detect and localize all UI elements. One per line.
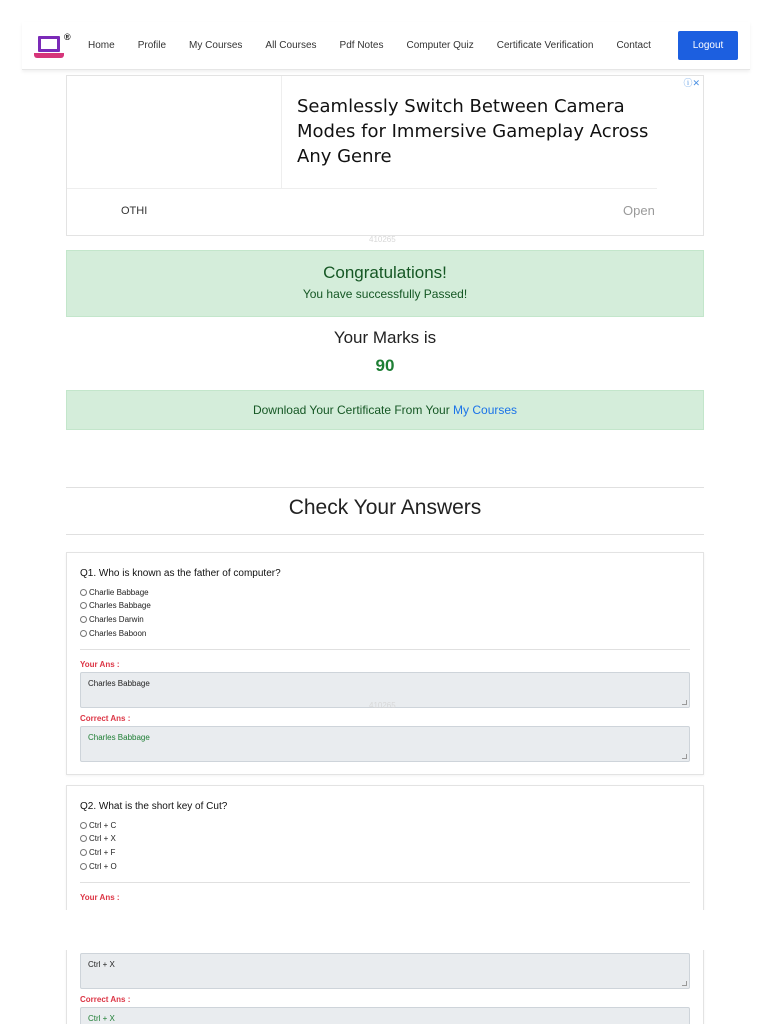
option[interactable]: Ctrl + O — [80, 860, 117, 872]
option[interactable]: Ctrl + X — [80, 832, 116, 844]
resize-handle-icon[interactable] — [682, 981, 687, 986]
your-ans-field[interactable]: Ctrl + X — [80, 953, 690, 989]
logo[interactable] — [32, 26, 76, 66]
watermark: 410265 — [369, 701, 396, 710]
divider — [66, 487, 704, 488]
option[interactable]: Ctrl + F — [80, 846, 115, 858]
my-courses-link[interactable]: My Courses — [453, 403, 518, 417]
watermark: 410265 — [369, 235, 396, 244]
nav-link-pdf-notes[interactable]: Pdf Notes — [339, 40, 384, 51]
ad-brand: OTHI — [121, 205, 148, 217]
ad-open-button[interactable]: Open — [623, 203, 655, 218]
page-gap — [0, 910, 768, 950]
your-ans-label: Your Ans : — [80, 660, 120, 669]
nav-link-my-courses[interactable]: My Courses — [189, 40, 243, 51]
advertisement[interactable] — [66, 75, 704, 236]
congrats-heading: Congratulations! — [323, 263, 447, 282]
radio-icon[interactable] — [80, 616, 87, 623]
laptop-icon — [38, 36, 60, 52]
option[interactable]: Ctrl + C — [80, 819, 116, 831]
nav-links — [88, 22, 674, 69]
correct-ans-label: Correct Ans : — [80, 995, 131, 1004]
certificate-alert — [66, 390, 704, 430]
radio-icon[interactable] — [80, 630, 87, 637]
radio-icon[interactable] — [80, 849, 87, 856]
nav-link-all-courses[interactable]: All Courses — [265, 40, 317, 51]
option[interactable]: Charles Baboon — [80, 627, 146, 639]
certificate-text: Download Your Certificate From Your — [252, 403, 454, 417]
radio-icon[interactable] — [80, 822, 87, 829]
correct-ans-label: Correct Ans : — [80, 714, 131, 723]
ad-image-area — [67, 76, 282, 188]
option[interactable]: Charles Darwin — [80, 613, 144, 625]
registered-mark: ® — [64, 31, 71, 42]
ad-headline[interactable]: Seamlessly Switch Between Camera Modes for Immersive Gameplay Across Any Genre — [297, 96, 649, 167]
question-text: Q1. Who is known as the father of computer? — [80, 568, 281, 579]
radio-icon[interactable] — [80, 863, 87, 870]
marks-value: 90 — [375, 356, 395, 375]
your-ans-field[interactable]: Charles Babbage — [80, 672, 690, 708]
question-card-2 — [66, 785, 704, 1024]
question-text: Q2. What is the short key of Cut? — [80, 801, 228, 812]
nav-link-home[interactable]: Home — [88, 40, 115, 51]
ad-choices-icon[interactable]: ⓘ✕ — [683, 78, 700, 88]
option[interactable]: Charles Babbage — [80, 599, 151, 611]
nav-link-certificate-verification[interactable]: Certificate Verification — [496, 40, 594, 51]
marks-label: Your Marks is — [333, 328, 437, 347]
resize-handle-icon[interactable] — [682, 754, 687, 759]
pass-alert — [66, 250, 704, 317]
correct-ans-field[interactable]: Ctrl + X — [80, 1007, 690, 1024]
navbar — [22, 22, 750, 70]
question-card-1 — [66, 552, 704, 775]
resize-handle-icon[interactable] — [682, 700, 687, 705]
radio-icon[interactable] — [80, 835, 87, 842]
divider — [66, 534, 704, 535]
nav-link-profile[interactable]: Profile — [137, 40, 167, 51]
section-title: Check Your Answers — [288, 496, 482, 519]
passed-message: You have successfully Passed! — [302, 287, 468, 301]
logout-button[interactable]: Logout — [678, 31, 738, 60]
radio-icon[interactable] — [80, 589, 87, 596]
your-ans-label: Your Ans : — [80, 893, 120, 902]
option[interactable]: Charlie Babbage — [80, 586, 149, 598]
correct-ans-field[interactable]: Charles Babbage — [80, 726, 690, 762]
radio-icon[interactable] — [80, 602, 87, 609]
nav-link-contact[interactable]: Contact — [616, 40, 651, 51]
nav-link-computer-quiz[interactable]: Computer Quiz — [406, 40, 474, 51]
